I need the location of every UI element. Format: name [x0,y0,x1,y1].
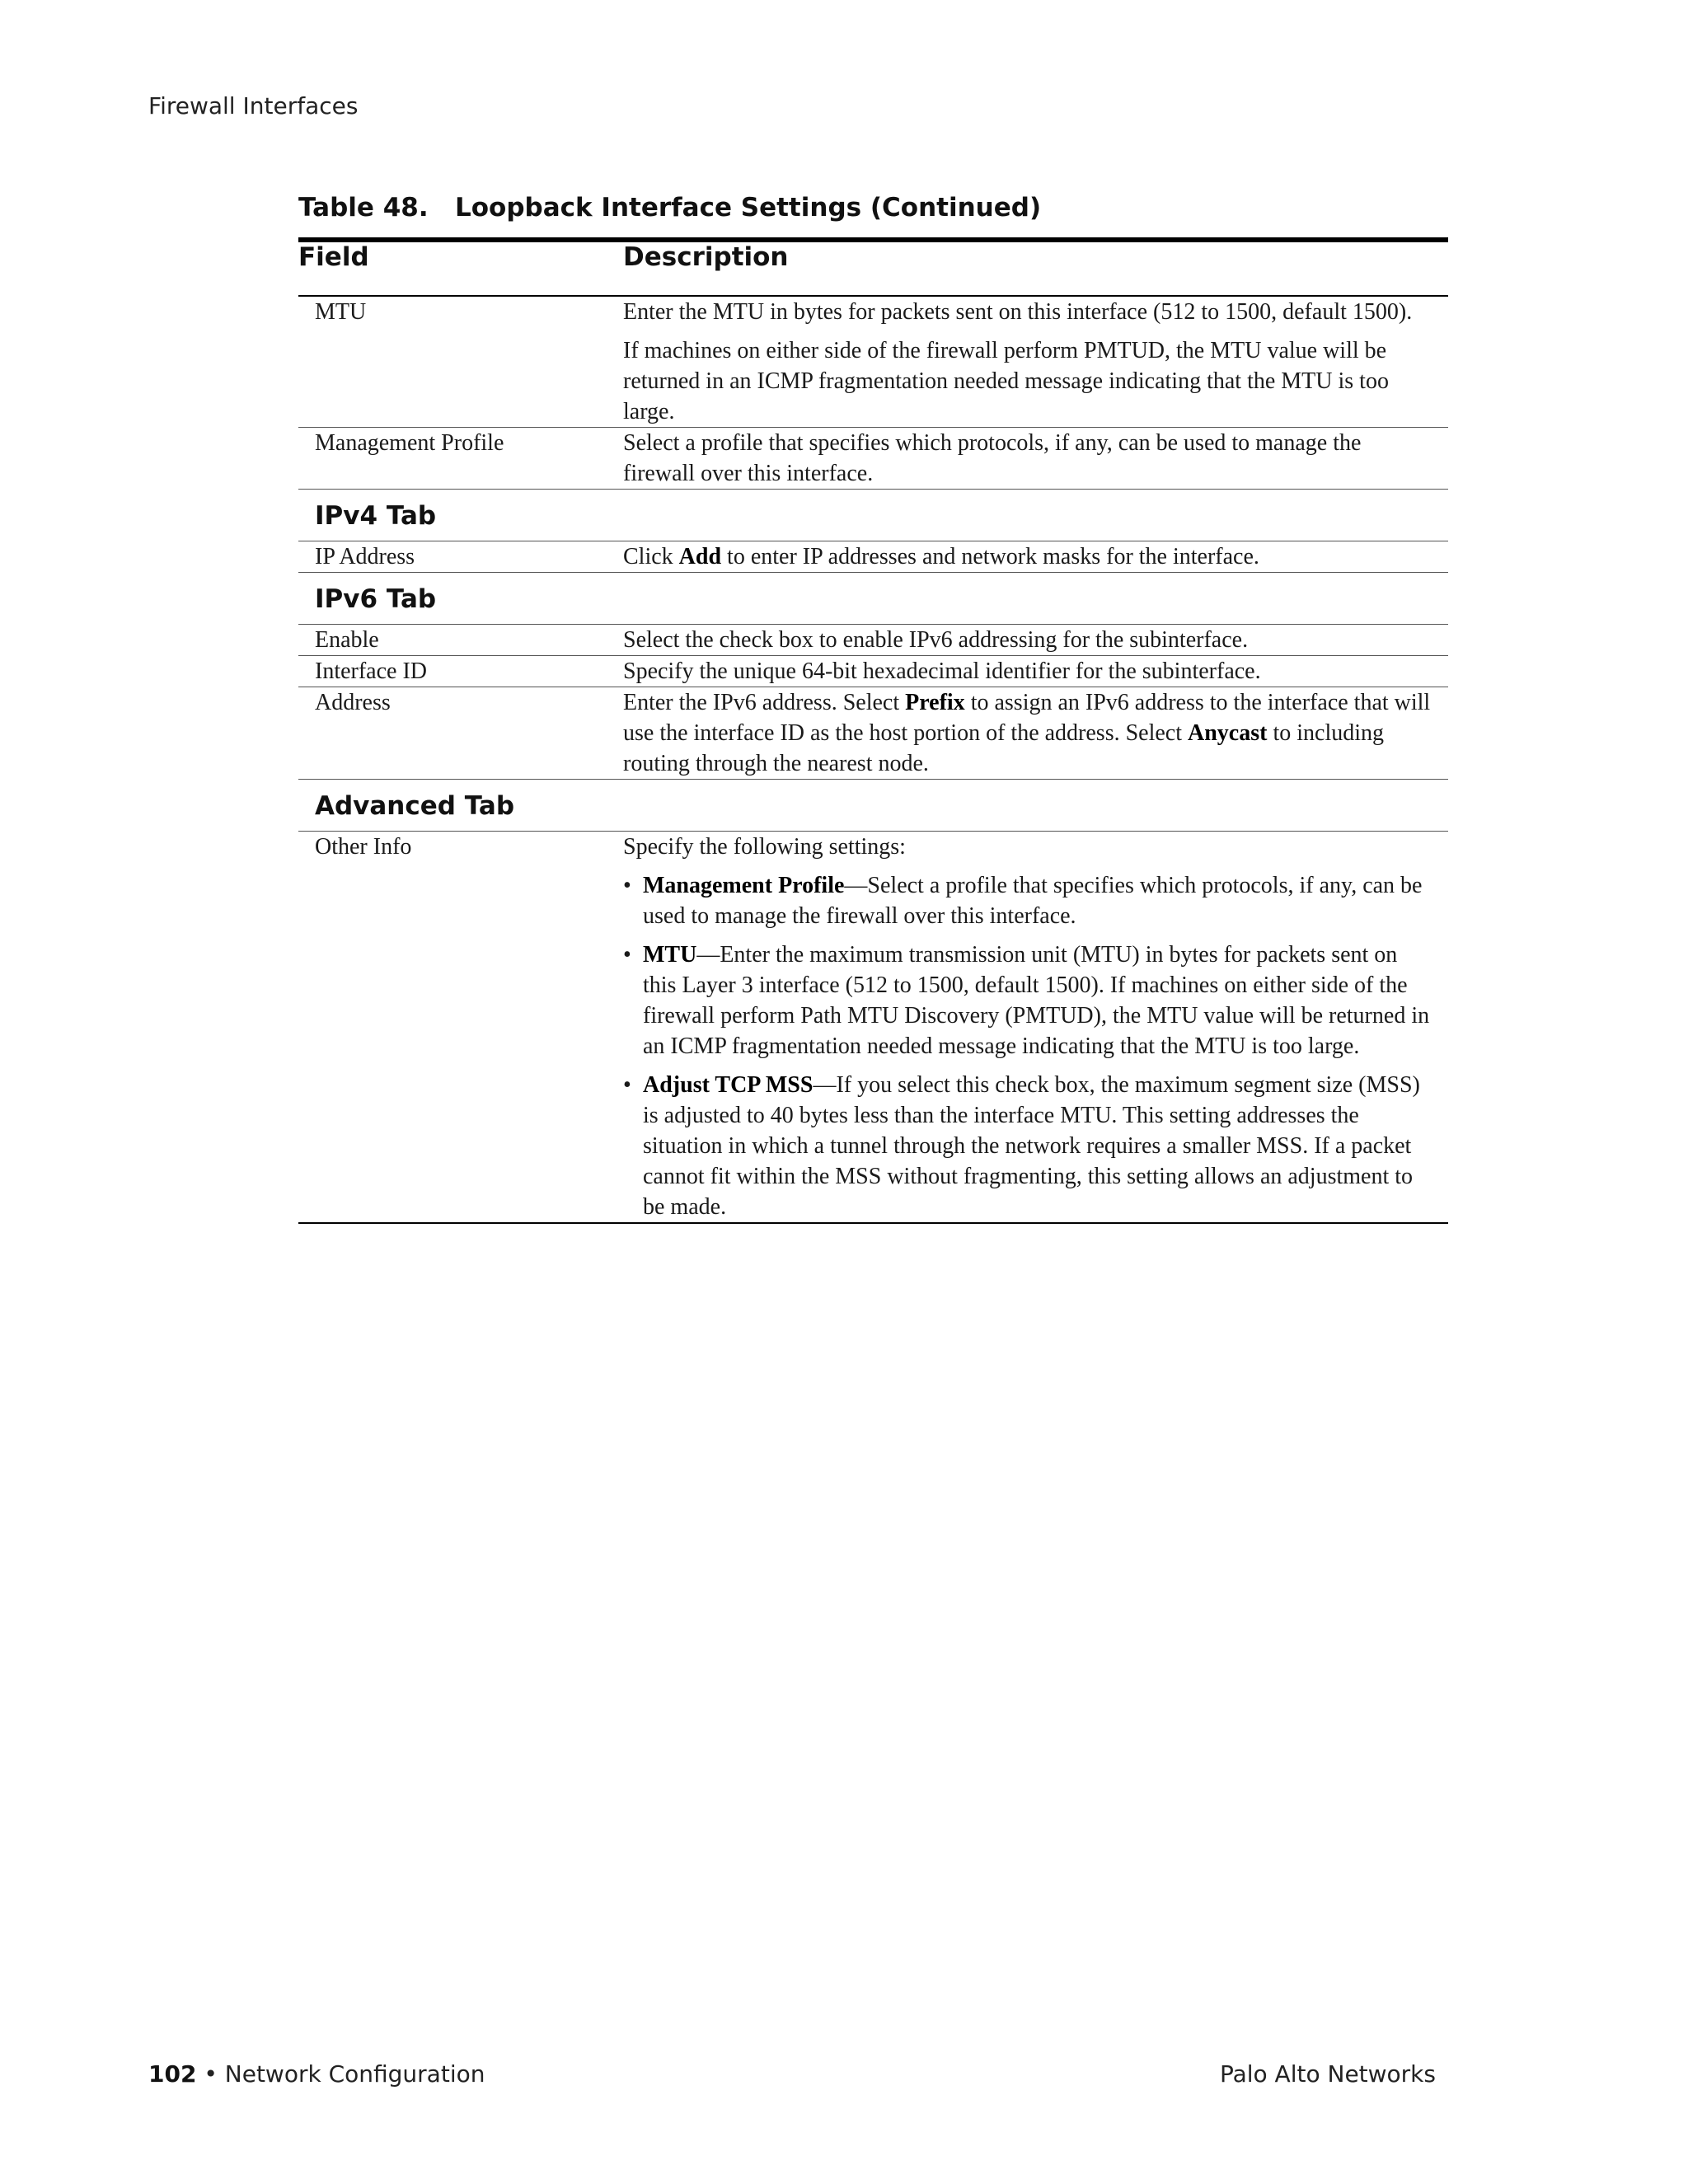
footer-separator: • [196,2060,225,2088]
table-title: Table 48. Loopback Interface Settings (Continued) [298,193,1042,223]
field-name: Management Profile [298,428,607,490]
field-name: Enable [298,625,607,656]
field-name: Interface ID [298,656,607,687]
ui-term: Anycast [1188,720,1268,746]
description-text: Enter the IPv6 address. Select [623,690,906,715]
field-name: IP Address [298,541,607,573]
ui-term: Management Profile [643,873,845,898]
description-paragraph: If machines on either side of the firewall perform PMTUD, the MTU value will be returned in an ICMP fragmentation needed message indicating that the MTU is too large. [623,338,1389,424]
table-row [298,832,1448,1224]
description-intro: Specify the following settings: [623,834,906,860]
page-number: 102 [148,2060,197,2088]
description-text: to enter IP addresses and network masks for the interface. [721,544,1259,569]
section-row [298,573,1448,625]
field-description: Select a profile that specifies which protocols, if any, can be used to manage the firewall over this interface. [607,428,1448,490]
section-heading: Advanced Tab [298,780,1448,832]
settings-list [623,870,1432,1222]
section-row [298,780,1448,832]
column-header-field: Field [298,240,607,296]
list-item [623,940,1432,1062]
field-description [607,687,1448,780]
table-header-row [298,240,1448,296]
description-paragraph: Enter the MTU in bytes for packets sent on this interface (512 to 1500, default 1500). [623,299,1413,325]
table-row [298,296,1448,428]
footer-section: Network Configuration [224,2060,485,2088]
description-text: to assign an IPv6 address to the interface that will use the interface ID as the host portion of the address. Select [623,690,1431,746]
section-heading: IPv4 Tab [298,490,1448,541]
description-text: Click [623,544,679,569]
section-row [298,490,1448,541]
footer-company: Palo Alto Networks [1219,2060,1436,2088]
settings-table [298,237,1448,1224]
bullet-icon: • [623,1072,631,1098]
table-row [298,428,1448,490]
table-row [298,656,1448,687]
field-name: Address [298,687,607,780]
table-row [298,687,1448,780]
ui-term: Prefix [905,690,965,715]
list-item [623,1070,1432,1222]
field-description [607,541,1448,573]
field-description: Select the check box to enable IPv6 addressing for the subinterface. [607,625,1448,656]
ui-term: Adjust TCP MSS [643,1072,814,1098]
bullet-icon: • [623,942,631,968]
table-row [298,541,1448,573]
bullet-icon: • [623,873,631,898]
ui-term: MTU [643,942,697,968]
page-footer-left [148,2060,485,2088]
field-name: MTU [298,296,607,428]
list-item [623,870,1432,931]
field-description: Specify the unique 64-bit hexadecimal identifier for the subinterface. [607,656,1448,687]
description-text: —Select a profile that specifies which protocols, if any, can be used to manage the firewall over this interface. [643,873,1423,929]
ui-term: Add [678,544,722,569]
field-name: Other Info [315,834,412,860]
running-header: Firewall Interfaces [148,92,359,120]
description-text: —If you select this check box, the maximum segment size (MSS) is adjusted to 40 bytes less than the interface MTU. This setting addresses the situation in which a tunnel through the network requires a smaller MSS. If a packet cannot fit within the MSS without fragmenting, this setting allows an adjustment to be made. [643,1072,1420,1220]
column-header-description: Description [607,240,1448,296]
field-description [607,296,1448,428]
description-text: to including routing through the nearest node. [623,720,1385,776]
section-heading: IPv6 Tab [298,573,1448,625]
description-text: —Enter the maximum transmission unit (MTU) in bytes for packets sent on this Layer 3 interface (512 to 1500, default 1500). If machines on either side of the firewall perform Path MTU Discovery (PMTUD), the MTU value will be returned in an ICMP fragmentation needed message indicating that the MTU is too large. [643,942,1430,1059]
table-row [298,625,1448,656]
field-description [607,832,1448,1224]
